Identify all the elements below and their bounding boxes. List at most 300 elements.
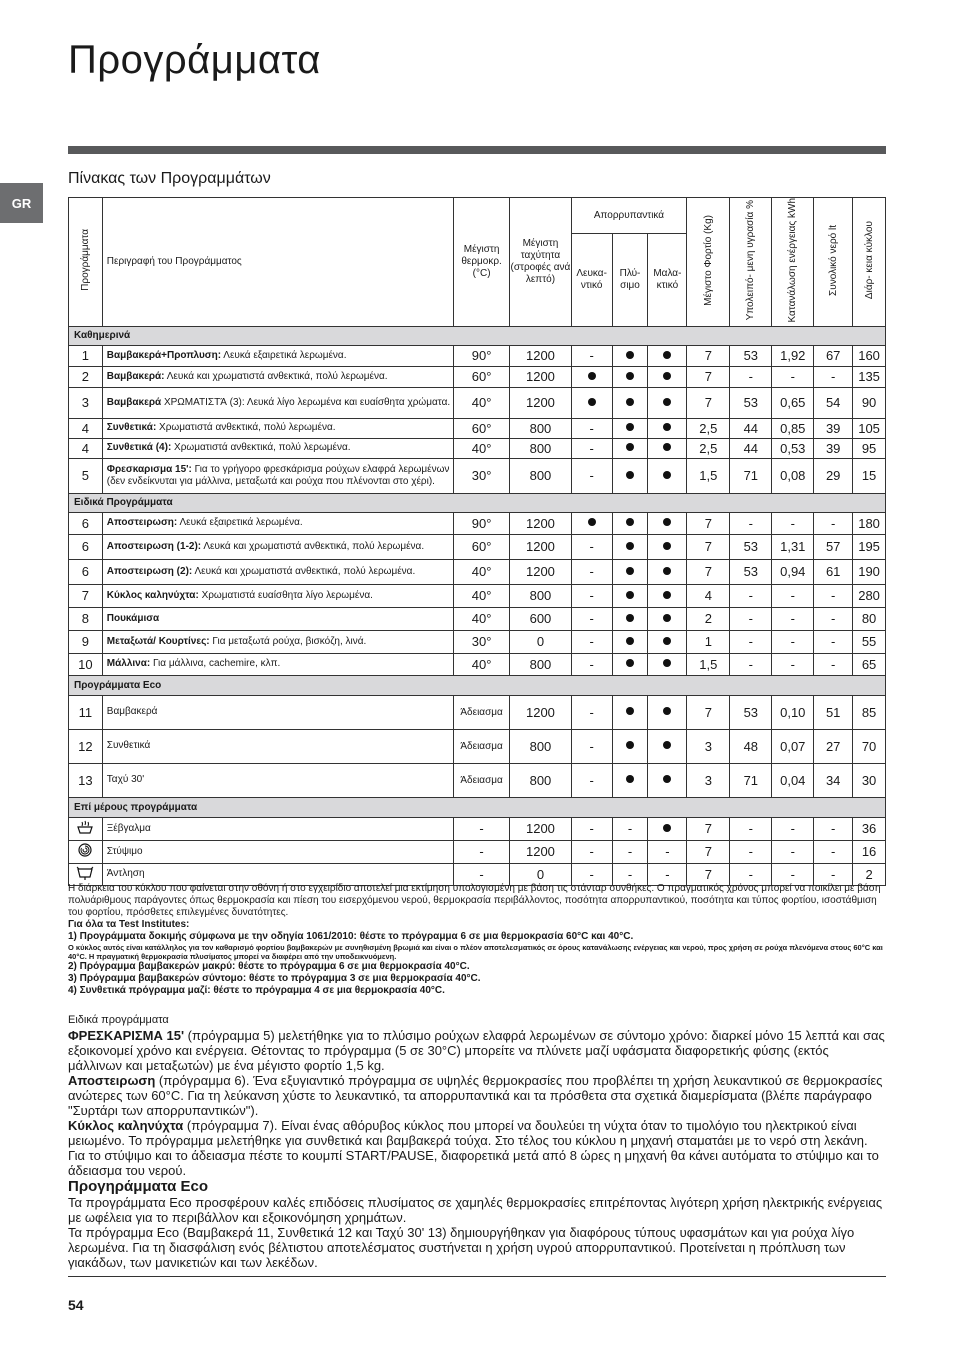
dot-marker <box>663 775 671 783</box>
section-title: Πίνακας των Προγραμμάτων <box>68 170 271 187</box>
table-row <box>69 817 886 840</box>
dot-marker <box>626 775 634 783</box>
cell-water: - <box>814 584 853 607</box>
dot-marker <box>663 741 671 749</box>
cell-soft <box>648 763 687 797</box>
group-label: Καθημερινά <box>69 326 886 345</box>
cell-wash <box>612 763 648 797</box>
cell-temp: - <box>453 840 509 863</box>
program-desc-text: Για μάλλινα, cachemire, κλπ. <box>150 658 281 670</box>
cell-speed: 0 <box>510 863 571 885</box>
programs-table <box>68 197 886 886</box>
fresh-paragraph: ΦΡΕΣΚΑΡΙΣΜΑ 15' (πρόγραμμα 5) μελετήθηκε για το πλύσιμο ρούχων ελαφρά λερωμένων σε σύντομο χρόνο: διαρκεί μόνο 15 λεπτά και σας εξοικονομεί χρόνο και ενέργεια. Θέτοντας το πρόγραμμα (5 σε 30°C) μπορείτε να πλύνετε μαζί υφάσματα διαφορετικής φύσης (εκτός μάλλινων και μεταξωτών) με ένα μέγιστο φορτίο 1,5 kg. <box>68 1028 885 1073</box>
cell-kwh: - <box>772 653 814 675</box>
dot-marker <box>663 591 671 599</box>
program-desc-text: Για το γρήγορο φρεσκάρισμα ρούχων ελαφρά λερωμένων (δεν ενδείκνυται για μάλλινα, μεταξωτά και ρούχα που πλένονται στο χέρι). <box>106 463 450 487</box>
program-desc-text: Χρωματιστά ανθεκτικά, πολύ λερωμένα. <box>156 422 336 434</box>
cell-speed: 800 <box>510 653 571 675</box>
note-2: 2) Πρόγραμμα βαμβακερών μακρύ: θέστε το πρόγραμμα 6 σε μια θερμοκρασία 40°C. <box>68 961 470 972</box>
dot-marker <box>663 443 671 451</box>
cell-wash <box>612 534 648 559</box>
table-row <box>69 607 886 630</box>
table-row <box>69 559 886 584</box>
cell-kwh: 0,65 <box>772 387 814 418</box>
cell-wash <box>612 584 648 607</box>
cell-dur: 36 <box>853 817 886 840</box>
cell-soft <box>648 695 687 729</box>
cell-temp: 40° <box>453 438 509 458</box>
dot-marker <box>663 518 671 526</box>
cell-water: 39 <box>814 418 853 438</box>
sterilization-paragraph: Αποστειρωση (πρόγραμμα 6). Ένα εξυγιαντικό πρόγραμμα σε υψηλές θερμοκρασίες που προβλέπει τη χρήση λευκαντικού σε θερμοκρασίες ανώτερες των 60°C. Για τη λεύκανση χύστε το λευκαντικό, τα απορρυπαντικά και τα πρόσθετα στα σχετικά διαμερίσματα (βλέπε παράγραφο "Συρτάρι των απορρυπαντικών"). <box>68 1073 883 1118</box>
cell-wash <box>612 512 648 534</box>
program-number: 3 <box>69 387 103 418</box>
header-water: Συνολικό νερό lt <box>814 198 853 327</box>
program-description <box>102 584 453 607</box>
cell-load: 7 <box>687 387 730 418</box>
cell-kwh: 0,04 <box>772 763 814 797</box>
page-number: 54 <box>68 1297 84 1313</box>
cell-soft <box>648 418 687 438</box>
program-desc-text: Άντληση <box>106 868 145 880</box>
program-desc-text: Χρωματιστά ευαίσθητα λίγο λερωμένα. <box>198 589 373 601</box>
cell-res: - <box>730 840 772 863</box>
cell-load: 2 <box>687 607 730 630</box>
cell-load: 7 <box>687 534 730 559</box>
cell-water: - <box>814 630 853 653</box>
cell-bleach: - <box>571 817 612 840</box>
program-description <box>102 534 453 559</box>
dot-marker <box>626 372 634 380</box>
dot-marker <box>626 614 634 622</box>
cell-wash <box>612 729 648 763</box>
program-desc-text: ΧΡΩΜΑΤΙΣΤΆ (3): Λευκά λίγο λερωμένα και ευαίσθητα χρώματα. <box>161 396 451 408</box>
program-description <box>102 512 453 534</box>
cell-soft <box>648 607 687 630</box>
cell-kwh: 0,53 <box>772 438 814 458</box>
dot-marker <box>626 518 634 526</box>
header-residual-moisture: Υπολειπό- μενη υγρασία % <box>730 198 772 327</box>
cell-dur: 195 <box>853 534 886 559</box>
cell-dur: 95 <box>853 438 886 458</box>
program-number: 6 <box>69 512 103 534</box>
cell-wash: - <box>612 817 648 840</box>
group-label: Προγράμματα Eco <box>69 675 886 695</box>
table-row <box>69 763 886 797</box>
cell-wash <box>612 607 648 630</box>
cell-bleach: - <box>571 418 612 438</box>
program-description <box>102 653 453 675</box>
table-row <box>69 534 886 559</box>
cell-bleach: - <box>571 763 612 797</box>
note-1: 1) Προγράμματα δοκιμής σύμφωνα με την οδηγία 1061/2010: θέστε το πρόγραμμα 6 σε μια θερμοκρασία 60°C και 40°C. <box>68 931 634 942</box>
cell-water: 61 <box>814 559 853 584</box>
program-name: Βαμβακερά: <box>106 370 165 382</box>
cell-water: 51 <box>814 695 853 729</box>
cell-bleach: - <box>571 840 612 863</box>
cell-load: 7 <box>687 817 730 840</box>
cell-dur: 55 <box>853 630 886 653</box>
cell-speed: 1200 <box>510 387 571 418</box>
cell-wash <box>612 345 648 366</box>
cell-bleach: - <box>571 458 612 493</box>
cell-kwh: - <box>772 817 814 840</box>
program-name: Βαμβακερά <box>106 396 162 408</box>
cell-soft <box>648 729 687 763</box>
cell-wash <box>612 559 648 584</box>
cell-bleach: - <box>571 345 612 366</box>
cell-load: 1 <box>687 630 730 653</box>
dot-marker <box>626 637 634 645</box>
dot-marker <box>626 741 634 749</box>
cell-res: 53 <box>730 534 772 559</box>
cell-soft: - <box>648 840 687 863</box>
program-desc-text: Βαμβακερά <box>106 706 158 718</box>
cell-res: - <box>730 817 772 840</box>
cell-temp: - <box>453 863 509 885</box>
header-programs: Προγράμματα <box>69 198 103 327</box>
table-row <box>69 630 886 653</box>
special-heading: Ειδικά προγράμματα <box>68 1014 169 1026</box>
program-description <box>102 607 453 630</box>
cell-kwh: 0,07 <box>772 729 814 763</box>
program-description <box>102 817 453 840</box>
program-desc-text: Χρωματιστά ανθεκτικά, πολύ λερωμένα. <box>171 442 351 454</box>
program-description <box>102 630 453 653</box>
cell-kwh: 0,94 <box>772 559 814 584</box>
cell-load: 7 <box>687 512 730 534</box>
cell-load: 2,5 <box>687 418 730 438</box>
cell-wash <box>612 366 648 387</box>
dot-marker <box>626 351 634 359</box>
cell-dur: 85 <box>853 695 886 729</box>
header-energy: Κατανάλωση ενέργειας kWh <box>772 198 814 327</box>
cell-wash <box>612 418 648 438</box>
cell-water: - <box>814 817 853 840</box>
cell-speed: 0 <box>510 630 571 653</box>
dot-marker <box>663 351 671 359</box>
cell-res: 44 <box>730 438 772 458</box>
table-row <box>69 653 886 675</box>
dot-marker <box>663 637 671 645</box>
cell-water: 39 <box>814 438 853 458</box>
cell-load: 7 <box>687 840 730 863</box>
eco-paragraph-1: Τα προγράμματα Eco προσφέρουν καλές επιδόσεις πλυσίματος σε χαμηλές θερμοκρασίες επιτρέποντας λιγότερη χρήση ηλεκτρικής ενέργειας με ωφέλεια για το περιβάλλον και εξοικονόμηση χρημάτων. <box>68 1195 883 1225</box>
header-softener: Μαλα- κτικό <box>648 234 687 326</box>
cell-soft <box>648 438 687 458</box>
dot-marker <box>663 824 671 832</box>
cell-temp: Άδειασμα <box>453 695 509 729</box>
program-desc-text: Ταχύ 30' <box>106 774 145 786</box>
program-description <box>102 366 453 387</box>
cell-temp: 40° <box>453 584 509 607</box>
cell-speed: 1200 <box>510 695 571 729</box>
cell-speed: 1200 <box>510 559 571 584</box>
table-row <box>69 512 886 534</box>
cell-soft <box>648 458 687 493</box>
dot-marker <box>663 567 671 575</box>
cell-wash <box>612 695 648 729</box>
cell-soft <box>648 366 687 387</box>
program-name: Αποστειρωση: <box>106 517 178 529</box>
cell-soft <box>648 559 687 584</box>
program-description <box>102 840 453 863</box>
program-number: 2 <box>69 366 103 387</box>
cell-dur: 135 <box>853 366 886 387</box>
cell-water: - <box>814 863 853 885</box>
program-description <box>102 438 453 458</box>
program-name: Αποστειρωση (2): <box>106 565 193 577</box>
cell-kwh: 1,92 <box>772 345 814 366</box>
cell-temp: 30° <box>453 630 509 653</box>
dot-marker <box>626 542 634 550</box>
program-number: 7 <box>69 584 103 607</box>
page-title: Προγράμματα <box>68 38 321 82</box>
cell-dur: 180 <box>853 512 886 534</box>
dot-marker <box>626 659 634 667</box>
program-number: 11 <box>69 695 103 729</box>
cell-soft: - <box>648 863 687 885</box>
cell-temp: 40° <box>453 387 509 418</box>
header-detergents: Απορρυπαντικά <box>571 198 687 234</box>
cell-wash <box>612 458 648 493</box>
program-desc-text: Λευκά και χρωματιστά ανθεκτικά, πολύ λερωμένα. <box>164 370 388 382</box>
dot-marker <box>626 443 634 451</box>
table-row <box>69 438 886 458</box>
spin-icon <box>69 840 103 863</box>
cell-load: 2,5 <box>687 438 730 458</box>
cell-kwh: 1,31 <box>772 534 814 559</box>
program-name: Συνθετικά (4): <box>106 442 172 454</box>
program-description <box>102 418 453 438</box>
program-number: 6 <box>69 559 103 584</box>
cell-kwh: 0,85 <box>772 418 814 438</box>
cell-dur: 190 <box>853 559 886 584</box>
program-desc-text: Λευκά και χρωματιστά ανθεκτικά, πολύ λερωμένα. <box>201 540 425 552</box>
group-header-row <box>69 493 886 512</box>
program-number: 4 <box>69 418 103 438</box>
cell-dur: 2 <box>853 863 886 885</box>
cell-load: 7 <box>687 345 730 366</box>
cell-speed: 800 <box>510 584 571 607</box>
program-desc-text: Λευκά εξαιρετικά λερωμένα. <box>177 517 303 529</box>
dot-marker <box>626 591 634 599</box>
cell-speed: 800 <box>510 418 571 438</box>
group-header-row <box>69 326 886 345</box>
cell-kwh: 0,10 <box>772 695 814 729</box>
cell-bleach: - <box>571 607 612 630</box>
cell-res: 53 <box>730 345 772 366</box>
cell-res: - <box>730 366 772 387</box>
program-name: Συνθετικά: <box>106 422 157 434</box>
cell-wash <box>612 653 648 675</box>
cell-res: 71 <box>730 763 772 797</box>
table-row <box>69 584 886 607</box>
cell-dur: 105 <box>853 418 886 438</box>
cell-bleach <box>571 366 612 387</box>
cell-water: - <box>814 366 853 387</box>
note-4: 4) Συνθετικά πρόγραμμα μαζί: θέστε το πρόγραμμα 4 σε μια θερμοκρασία 40°C. <box>68 985 445 996</box>
cell-kwh: - <box>772 630 814 653</box>
program-number: 4 <box>69 438 103 458</box>
cell-bleach: - <box>571 559 612 584</box>
eco-heading: Προγηράμματα Eco <box>68 1178 209 1195</box>
cell-kwh: - <box>772 840 814 863</box>
cell-temp: 40° <box>453 653 509 675</box>
dot-marker <box>663 614 671 622</box>
body-text <box>68 1013 886 1270</box>
cell-bleach: - <box>571 438 612 458</box>
cell-res: - <box>730 607 772 630</box>
cell-temp: 90° <box>453 512 509 534</box>
cell-water: 34 <box>814 763 853 797</box>
dot-marker <box>626 398 634 406</box>
header-wash: Πλύ- σιμο <box>612 234 648 326</box>
cell-speed: 800 <box>510 458 571 493</box>
program-number: 8 <box>69 607 103 630</box>
cell-speed: 800 <box>510 763 571 797</box>
cell-speed: 1200 <box>510 512 571 534</box>
cell-bleach: - <box>571 534 612 559</box>
cell-soft <box>648 512 687 534</box>
cell-water: - <box>814 607 853 630</box>
program-name: Μεταξωτά/ Κουρτίνες: <box>106 635 210 647</box>
header-bleach: Λευκα- ντικό <box>571 234 612 326</box>
program-name: Μάλλινα: <box>106 658 151 670</box>
cell-speed: 1200 <box>510 840 571 863</box>
program-desc-text: Για μεταξωτά ρούχα, βισκόζη, λινά. <box>209 635 367 647</box>
cell-water: 54 <box>814 387 853 418</box>
program-description <box>102 863 453 885</box>
cell-temp: 90° <box>453 345 509 366</box>
cell-load: 7 <box>687 559 730 584</box>
group-label: Επί μέρους προγράμματα <box>69 797 886 817</box>
cell-res: 44 <box>730 418 772 438</box>
program-number: 9 <box>69 630 103 653</box>
cell-soft <box>648 653 687 675</box>
table-row <box>69 345 886 366</box>
eco-paragraph-2: Τα πρόγραμμα Eco (Βαμβακερά 11, Συνθετικά 12 και Ταχύ 30' 13) δημιουργήθηκαν για διαφόρους τύπους υφασμάτων και για ρούχα λίγο λερωμένα. Για τη διασφάλιση ενός βέλτιστου αποτελέσματος συστήνεται η χρήση υγρού απορρυπαντικού. Προτείνεται η πρόπλυση των γιακάδων, των μανικετιών και των λεκέδων. <box>68 1225 855 1270</box>
title-divider <box>68 146 886 154</box>
cell-kwh: - <box>772 607 814 630</box>
header-max-temp: Μέγιστη θερμοκρ. (°C) <box>453 198 509 327</box>
cell-temp: Άδειασμα <box>453 763 509 797</box>
cell-wash: - <box>612 840 648 863</box>
night-cycle-paragraph: Κύκλος καληνύχτα (πρόγραμμα 7). Είναι ένας αθόρυβος κύκλος που μπορεί να δουλεύει τη νύχτα όταν το τιμολόγιο του ηλεκτρικού είναι μειωμένο. Το πρόγραμμα μελετήθηκε για συνθετικά και βαμβακερά τούχα. Στο τέλος του κύκλου η μηχανή σταματάει με το νερό στη λεκάνη. Για το στύψιμο και το άδειασμα πέστε το κουμπί START/PAUSE, διαφορετικά μετά από 8 ώρες η μηχανή θα κάνει αυτόματα το στύψιμο και το άδειασμα του νερού. <box>68 1118 879 1178</box>
cell-wash <box>612 438 648 458</box>
program-number: 1 <box>69 345 103 366</box>
footer-divider <box>68 1276 886 1277</box>
cell-soft <box>648 584 687 607</box>
dot-marker <box>626 471 634 479</box>
cell-temp: 40° <box>453 559 509 584</box>
program-description <box>102 458 453 493</box>
cell-load: 3 <box>687 729 730 763</box>
dot-marker <box>626 707 634 715</box>
cell-speed: 1200 <box>510 817 571 840</box>
cell-water: - <box>814 840 853 863</box>
program-name: Φρεσκαρισμα 15': <box>106 463 192 475</box>
program-number: 6 <box>69 534 103 559</box>
cell-res: 53 <box>730 559 772 584</box>
cell-speed: 1200 <box>510 345 571 366</box>
cell-soft <box>648 630 687 653</box>
header-max-load: Μέγιστο Φορτίο (Kg) <box>687 198 730 327</box>
program-number: 12 <box>69 729 103 763</box>
cell-wash: - <box>612 863 648 885</box>
cell-temp: 60° <box>453 534 509 559</box>
cell-soft <box>648 817 687 840</box>
rinse-icon <box>69 817 103 840</box>
language-tab: GR <box>0 183 43 223</box>
cell-wash <box>612 387 648 418</box>
cell-load: 7 <box>687 695 730 729</box>
dot-marker <box>663 398 671 406</box>
cell-load: 1,5 <box>687 458 730 493</box>
header-duration: Διάρ- κεια κύκλου <box>853 198 886 327</box>
cell-bleach: - <box>571 653 612 675</box>
cell-kwh: 0,08 <box>772 458 814 493</box>
cell-kwh: - <box>772 512 814 534</box>
program-name: Πουκάμισα <box>106 612 160 624</box>
cell-res: - <box>730 584 772 607</box>
program-description <box>102 763 453 797</box>
table-row <box>69 418 886 438</box>
program-name: Αποστειρωση (1-2): <box>106 540 202 552</box>
program-desc-text: Λευκά και χρωματιστά ανθεκτικά, πολύ λερωμένα. <box>192 565 416 577</box>
cell-bleach: - <box>571 630 612 653</box>
note-test-institutes: Για όλα τα Test Institutes: <box>68 919 190 930</box>
cell-temp: 60° <box>453 418 509 438</box>
note-duration: Η διάρκεια του κύκλου που φαίνεται στην οθόνη ή στο εγχειρίδιο αποτελεί μια εκτίμηση υπολογισμένη με βάση τις στάνταρ συνθήκες. Ο πραγματικός χρόνος μπορεί να ποικίλει με βάση πολυάριθμους παράγοντες όπως θερμοκρασία και πίεση του εισερχόμενου νερού, θερμοκρασία περιβάλλοντος, ποσότητα απορρυπαντικού, ποσότητα και τύπος φορτίου, ισοστάθμιση του φορτίου, πρόσθετες επιλεγμένες δυνατότητες. <box>68 883 881 918</box>
cell-load: 7 <box>687 863 730 885</box>
cell-bleach <box>571 512 612 534</box>
program-description <box>102 387 453 418</box>
cell-wash <box>612 630 648 653</box>
group-label: Ειδικά Προγράμματα <box>69 493 886 512</box>
program-description <box>102 729 453 763</box>
cell-res: 53 <box>730 387 772 418</box>
table-row <box>69 387 886 418</box>
cell-water: - <box>814 653 853 675</box>
cell-res: 53 <box>730 695 772 729</box>
cell-dur: 30 <box>853 763 886 797</box>
cell-dur: 280 <box>853 584 886 607</box>
cell-water: 67 <box>814 345 853 366</box>
cell-speed: 1200 <box>510 534 571 559</box>
program-desc-text: Ξέβγαλμα <box>106 822 151 834</box>
cell-res: - <box>730 512 772 534</box>
table-row <box>69 840 886 863</box>
cell-dur: 16 <box>853 840 886 863</box>
cell-dur: 160 <box>853 345 886 366</box>
cell-dur: 70 <box>853 729 886 763</box>
program-number: 13 <box>69 763 103 797</box>
program-desc-text: Λευκά εξαιρετικά λερωμένα. <box>221 349 347 361</box>
cell-res: 71 <box>730 458 772 493</box>
cell-temp: 30° <box>453 458 509 493</box>
cell-water: 29 <box>814 458 853 493</box>
cell-load: 7 <box>687 366 730 387</box>
cell-bleach: - <box>571 729 612 763</box>
cell-res: 48 <box>730 729 772 763</box>
program-desc-text: Συνθετικά <box>106 740 151 752</box>
cell-soft <box>648 345 687 366</box>
program-desc-text: Στύψιμο <box>106 845 143 857</box>
cell-water: 57 <box>814 534 853 559</box>
cell-temp: Άδειασμα <box>453 729 509 763</box>
cell-kwh: - <box>772 863 814 885</box>
